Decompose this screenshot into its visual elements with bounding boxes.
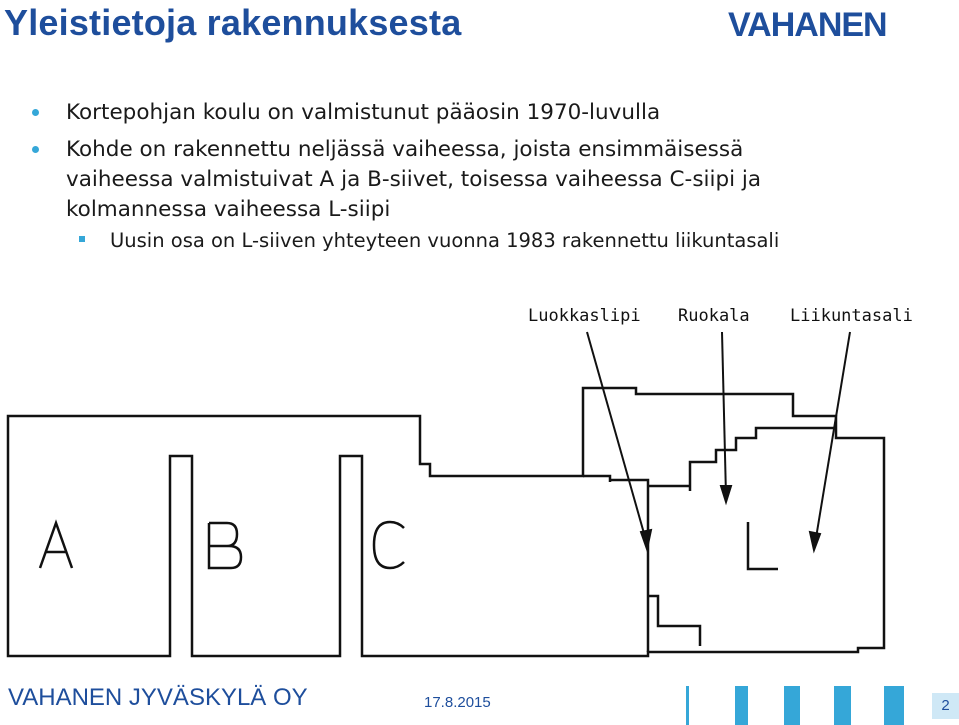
letter-b <box>209 523 241 568</box>
sub-bullet-square-icon <box>79 236 85 242</box>
annotation-luokkaslipi: Luokkaslipi <box>528 306 641 326</box>
svg-text:VAHANEN: VAHANEN <box>728 6 887 42</box>
footer-decor-bars <box>680 686 959 725</box>
sub-bullet-item: Uusin osa on L-siiven yhteyteen vuonna 1983 rakennettu liikuntasali <box>110 229 780 252</box>
page-number: 2 <box>932 693 959 719</box>
floor-plan-drawing <box>0 296 959 676</box>
footer-date: 17.8.2015 <box>424 694 491 711</box>
letter-c <box>374 522 404 568</box>
bullet-item-2-line-2: vaiheessa valmistuivat A ja B-siivet, toisessa vaiheessa C-siipi ja <box>66 167 762 192</box>
bullet-dot-icon <box>32 146 39 153</box>
floor-plan-inner-steps <box>583 428 836 652</box>
floor-plan-outline <box>8 388 884 656</box>
vahanen-logo <box>728 6 908 42</box>
bullet-dot-icon <box>32 109 39 116</box>
wing-letters <box>40 522 778 569</box>
annotation-liikuntasali: Liikuntasali <box>790 306 913 326</box>
slide-title: Yleistietoja rakennuksesta <box>4 2 462 43</box>
bullet-item-2-line-3: kolmannessa vaiheessa L-siipi <box>66 197 391 222</box>
letter-l <box>748 522 778 569</box>
footer-company: VAHANEN JYVÄSKYLÄ OY <box>8 684 308 711</box>
letter-a <box>40 523 72 568</box>
bullet-item-1: Kortepohjan koulu on valmistunut pääosin 1970-luvulla <box>66 100 661 125</box>
annotation-ruokala: Ruokala <box>678 306 750 326</box>
bullet-item-2-line-1: Kohde on rakennettu neljässä vaiheessa, joista ensimmäisessä <box>66 137 744 162</box>
annotation-arrows <box>587 332 850 550</box>
